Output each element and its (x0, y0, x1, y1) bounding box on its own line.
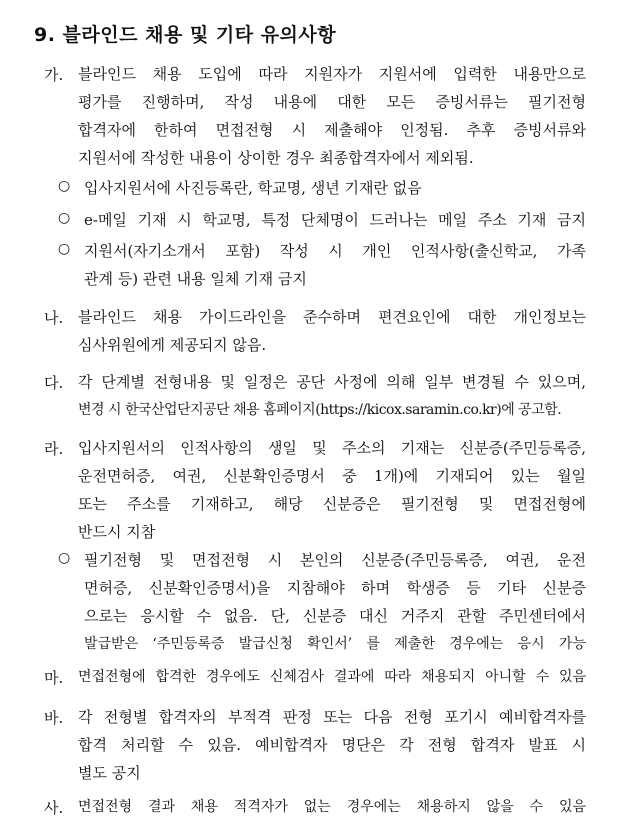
bullet-line: 으로는 응시할 수 없음. 단, 신분증 대신 거주지 관할 주민센터에서 (84, 607, 586, 625)
section-ba-paragraph (78, 703, 586, 787)
bullet-icon: ○ (58, 241, 71, 257)
section-marker-ga: 가. (44, 66, 64, 84)
section-ra-line-4: 반드시 지참 (78, 523, 156, 541)
bullet-line: 발급받은 ‘주민등록증 발급신청 확인서’ 를 제출한 경우에는 응시 가능 (84, 636, 586, 652)
section-ra-paragraph (78, 434, 586, 546)
bullet-icon: ○ (58, 210, 71, 226)
section-ra-bullet-1 (84, 546, 586, 658)
section-ba-line-3: 별도 공지 (78, 764, 141, 782)
section-ga-bullet-3 (84, 237, 586, 293)
section-ga-bullet-2 (84, 206, 586, 234)
bullet-line: 면허증, 신분확인증명서)을 지참해야 하며 학생증 등 기타 신분증 (84, 579, 586, 597)
section-da-line-2: 변경 시 한국산업단지공단 채용 홈페이지(https://kicox.saramin.co.kr)에 공고함. (78, 402, 562, 418)
section-na-line-2: 심사위원에게 제공되지 않음. (78, 336, 267, 354)
section-ba-line-2: 합격 처리할 수 있음. 예비합격자 명단은 각 전형 합격자 발표 시 (78, 736, 586, 754)
section-ga-bullet-1 (84, 174, 586, 202)
section-da-line-1: 각 단계별 전형내용 및 일정은 공단 사정에 의해 일부 변경될 수 있으며, (78, 373, 586, 391)
section-ga-paragraph (78, 60, 586, 172)
section-ra-line-3: 또는 주소를 기재하고, 해당 신분증은 필기전형 및 면접전형에 (78, 495, 586, 513)
section-ra-line-2: 운전면허증, 여권, 신분확인증명서 중 1개)에 기재되어 있는 월일 (78, 467, 586, 485)
section-marker-sa: 사. (44, 799, 64, 817)
section-na-paragraph (78, 303, 586, 359)
bullet-line: e-메일 기재 시 학교명, 특정 단체명이 드러나는 메일 주소 기재 금지 (84, 211, 586, 229)
bullet-line: 지원서(자기소개서 포함) 작성 시 개인 인적사항(출신학교, 가족 (84, 242, 586, 260)
bullet-line: 입사지원서에 사진등록란, 학교명, 생년 기재란 없음 (84, 179, 422, 197)
bullet-line: 관계 등) 관련 내용 일체 기재 금지 (84, 270, 307, 288)
page-title: 9. 블라인드 채용 및 기타 유의사항 (34, 24, 337, 46)
section-marker-da: 다. (44, 374, 64, 392)
section-sa-line-1: 면접전형 결과 채용 적격자가 없는 경우에는 채용하지 않을 수 있음 (78, 799, 586, 815)
section-ga-line-3: 합격자에 한하여 면접전형 시 제출해야 인정됨. 추후 증빙서류와 (78, 121, 586, 139)
section-na-line-1: 블라인드 채용 가이드라인을 준수하며 편견요인에 대한 개인정보는 (78, 308, 586, 326)
section-da-paragraph (78, 368, 586, 424)
section-marker-ba: 바. (44, 709, 64, 727)
section-ra-line-1: 입사지원서의 인적사항의 생일 및 주소의 기재는 신분증(주민등록증, (78, 439, 586, 457)
section-sa-paragraph (78, 793, 586, 821)
section-marker-na: 나. (44, 309, 64, 327)
section-marker-ma: 마. (44, 669, 64, 687)
section-ma-line-1: 면접전형에 합격한 경우에도 신체검사 결과에 따라 채용되지 아니할 수 있음 (78, 669, 586, 685)
bullet-icon: ○ (58, 550, 71, 566)
section-ga-line-2: 평가를 진행하며, 작성 내용에 대한 모든 증빙서류는 필기전형 (78, 93, 586, 111)
bullet-line: 필기전형 및 면접전형 시 본인의 신분증(주민등록증, 여권, 운전 (84, 551, 586, 569)
section-marker-ra: 라. (44, 440, 64, 458)
section-ba-line-1: 각 전형별 합격자의 부적격 판정 또는 다음 전형 포기시 예비합격자를 (78, 708, 586, 726)
section-ga-line-4: 지원서에 작성한 내용이 상이한 경우 최종합격자에서 제외됨. (78, 149, 474, 167)
section-ga-line-1: 블라인드 채용 도입에 따라 지원자가 지원서에 입력한 내용만으로 (78, 65, 586, 83)
bullet-icon: ○ (58, 178, 71, 194)
section-ma-paragraph (78, 663, 586, 691)
